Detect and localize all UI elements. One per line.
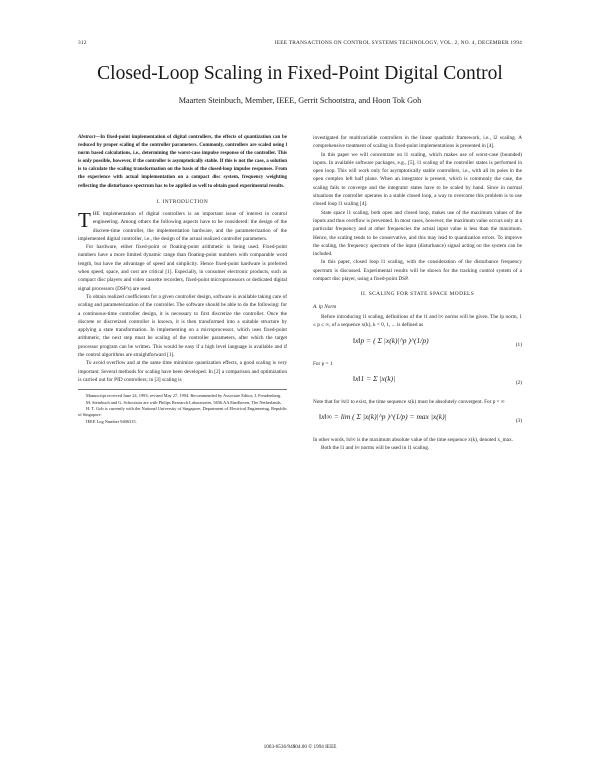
running-header <box>78 40 522 50</box>
page-number: 312 <box>78 40 87 46</box>
right-paragraph-3: State space l1 scaling, both open and closed loop, makes use of the maximum values of the inputs and thus overflow is prevented. In most cases, however, the maximum value occurs only at a particular frequency and at other frequencies the actual input value is less than the maximum. Hence, the scaling tends to be conservative, and this may lead to quantization errors. To improve the scaling, the frequency spectrum of the input (disturbance) signal acting on the system can be included. <box>313 209 523 258</box>
intro-paragraph-1 <box>78 207 287 243</box>
norm-definition-paragraph: Before introducing l1 scaling, definitions of the l1 and l∞ norms will be given. The lp norm, 1 ≤ p ≤ ∞, of a sequence x(k), k = 0, 1, ... is defined as <box>313 313 522 329</box>
equation-1 <box>313 332 522 358</box>
paper-title: Closed-Loop Scaling in Fixed-Point Digital Control <box>97 63 503 84</box>
footnote-affiliation-2: H. T. Goh is currently with the National University of Singapore, Department of Electrical Engineering, Republic of Singapore. <box>78 406 287 418</box>
intro-paragraph-2: For hardware, either fixed-point or floating-point arithmetic is being used. Fixed-point numbers have a more limited dynamic range than floating-point numbers with comparable word length, but have the advantage of speed and simplicity. Hence fixed-point hardware is preferred when speed, space, and cost are critical [1]. Especially, in consumer electronic products, such as compact disc players and video cassette recorders, fixed-point microprocessors or dedicated digital signal processors (DSP's) are used. <box>78 244 287 292</box>
for-p1-paragraph: For p = 1 <box>313 360 333 367</box>
copyright-footer: 1063-6536/94$04.00 © 1994 IEEE <box>263 744 337 750</box>
right-paragraph-2: In this paper we will concentrate on l1 scaling, which makes use of worst-case (bounded) inputs. In available software packages, e.g., [5], l1 scaling of the controller states is performed in open loop. This will work only for asymptotically stable controllers, i.e., with all its poles in the open complex left half plane. When an integrator is present, which is commonly the case, the scaling fails to converge and the integrator states have to be scaled by hand. Since in normal situations the controller operates in a stable closed loop, a way to overcome this problem is to use closed loop l1 scaling [4]. <box>313 151 522 208</box>
left-column <box>78 134 287 425</box>
intro-paragraph-4: To avoid overflow and at the same time minimize quantization effects, a good scaling is very important. Several methods for scaling have been developed. In [2] a comparison and optimization is carried out for PID controllers; in [3] scaling is <box>78 360 287 383</box>
equation-3 <box>313 408 522 434</box>
author-list: Maarten Steinbuch, Member, IEEE, Gerrit Schootstra, and Hoon Tok Goh <box>178 96 422 105</box>
abstract <box>78 134 287 191</box>
right-paragraph-4: In this paper, closed loop l1 scaling, with the consideration of the disturbance frequency spectrum is discussed. Experimental results will be shown for the tracking control system of a compact disc player, using a fixed-point DSP. <box>313 259 522 283</box>
footnote-received: Manuscript received June 24, 1993; revised May 27, 1994. Recommended by Associate Editor, J. Freudenberg. <box>86 393 282 399</box>
footnote-affiliation-1: M. Steinbuch and G. Schootstra are with Philips Research Laboratories, 5656 AA Eindhoven, The Netherlands. <box>86 399 282 405</box>
footnote-log-number: IEEE Log Number 9406315. <box>86 418 137 424</box>
equation-1-body: ‖x‖p = ( Σ |x(k)|^p )^(1/p) <box>353 335 429 345</box>
equation-3-number: (3) <box>515 418 522 425</box>
section-scaling-title: II. SCALING FOR STATE SPACE MODELS <box>360 291 475 298</box>
max-value-paragraph: In other words, ‖x‖∞ is the maximum absolute value of the time sequence x(k), denoted x_max. <box>313 437 514 444</box>
intro-paragraph-3: To obtain realized coefficients for a given controller design, software is available taking care of scaling and parameterization of the controller. The software should be able to do the following: for a continuous-time controller design, it is necessary to first discretize the controller. Once the discrete or discretized controller is known, it is then transformed into a suitable structure by applying a state transformation. In implementing on a microprocessor, which uses fixed-point arithmetic, the next step must be scaling of the controller parameters, after which the target processor program can be written. This would be easy if a high level language is available and if the control algorithms are straightforward [1]. <box>78 293 287 358</box>
drop-cap: T <box>78 207 91 232</box>
journal-name: IEEE TRANSACTIONS ON CONTROL SYSTEMS TECHNOLOGY, VOL. 2, NO. 4, DECEMBER 1994 <box>274 40 522 46</box>
right-paragraph-1: investigated for multivariable controllers in the linear quadratic framework, i.e., l2 scaling. A comprehensive treatment of scaling in fixed-point implementations is presented in [4]. <box>313 135 522 150</box>
right-column <box>313 134 522 453</box>
equation-1-number: (1) <box>515 341 522 348</box>
footnotes <box>78 389 287 425</box>
section-introduction-title: I. INTRODUCTION <box>156 198 209 205</box>
abstract-label: Abstract— <box>78 135 101 140</box>
both-norms-paragraph: Both the l1 and l∞ norms will be used in l1 scaling. <box>321 445 430 452</box>
equation-2-number: (2) <box>515 379 522 386</box>
convergence-note-paragraph: Note that for ‖x‖1 to exist, the time sequence x(k) must be absolutely convergent. For p = ∞ <box>313 398 505 405</box>
equation-3-body: ‖x‖∞ = lim ( Σ |x(k)|^p )^(1/p) = max |x(k)| <box>319 412 447 422</box>
intro-paragraph-1-text: HE implementation of digital controllers is an important issue of interest in control engineering. Among others the following aspects have to be considered: the design of the discrete-time controller, the implementation hardware, and the parameterization of the implemented digital controller, i.e., the design of the actual realized controller parameters. <box>78 210 287 242</box>
equation-2-body: ‖x‖1 = Σ |x(k)| <box>353 373 396 383</box>
subsection-lp-norm-title: A. lp Norm <box>313 303 337 310</box>
equation-2 <box>313 370 522 396</box>
abstract-text: In fixed-point implementation of digital controllers, the effects of quantization can be reduced by proper scaling of the controller parameters. Commonly, controllers are scaled using l norm based calculations, i.e., determining the worst-case impulse response of the controller. This is only possible, however, if the controller is asymptotically stable. If this is not the case, a solution is to calculate the scaling transformation on the basis of the closed-loop impulse responses. From the experience with actual implementation on a compact disc system, frequency weighting reflecting the disturbance spectrum has to be applied as well to obtain good experimental results. <box>78 135 287 189</box>
